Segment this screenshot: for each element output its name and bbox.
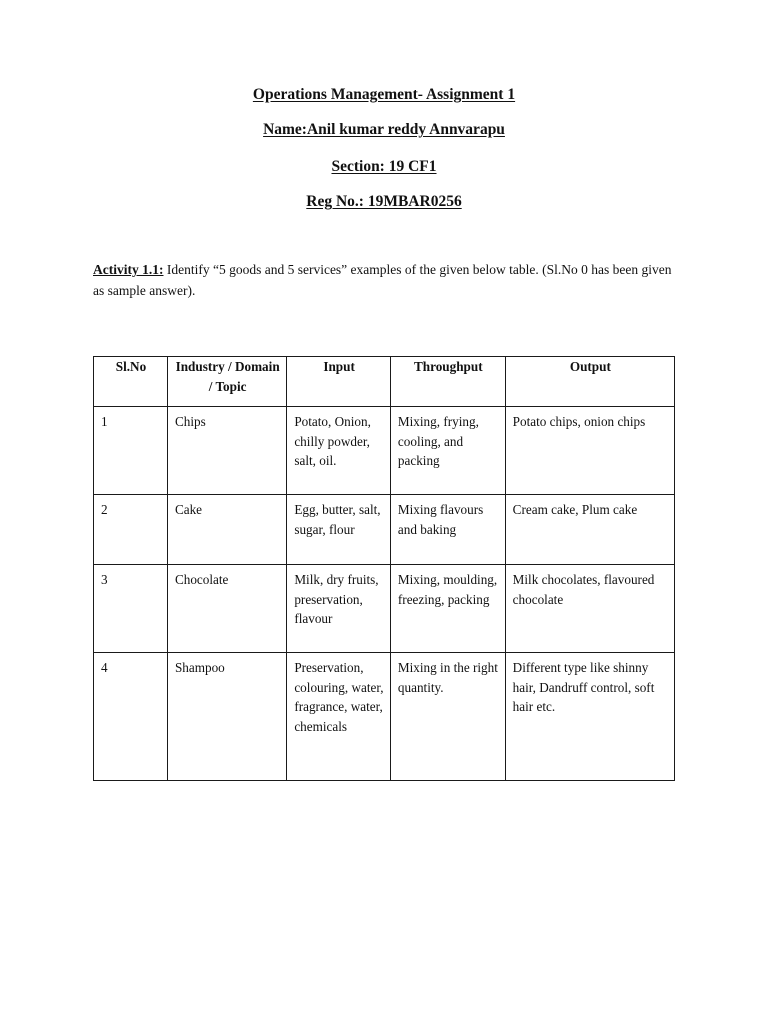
table-row	[94, 565, 675, 653]
header-throughput: Throughput	[390, 357, 505, 407]
cell-sl-no: 2	[94, 495, 168, 565]
registration-number: Reg No.: 19MBAR0256	[306, 193, 462, 210]
header-input: Input	[287, 357, 391, 407]
cell-input: Potato, Onion, chilly powder, salt, oil.	[287, 407, 391, 495]
cell-sl-no: 4	[94, 653, 168, 781]
cell-output: Cream cake, Plum cake	[505, 495, 674, 565]
cell-throughput: Mixing, frying, cooling, and packing	[390, 407, 505, 495]
cell-industry: Chocolate	[167, 565, 286, 653]
cell-input: Preservation, colouring, water, fragrance, water, chemicals	[287, 653, 391, 781]
cell-throughput: Mixing flavours and baking	[390, 495, 505, 565]
goods-services-table	[93, 356, 675, 781]
header-industry: Industry / Domain / Topic	[167, 357, 286, 407]
cell-industry: Shampoo	[167, 653, 286, 781]
activity-instructions	[93, 259, 683, 301]
student-name: Name:Anil kumar reddy Annvarapu	[263, 121, 505, 138]
cell-output: Potato chips, onion chips	[505, 407, 674, 495]
cell-input: Egg, butter, salt, sugar, flour	[287, 495, 391, 565]
table-header-row	[94, 357, 675, 407]
header-output: Output	[505, 357, 674, 407]
cell-input: Milk, dry fruits, preservation, flavour	[287, 565, 391, 653]
document-title: Operations Management- Assignment 1	[252, 86, 516, 103]
cell-sl-no: 1	[94, 407, 168, 495]
cell-throughput: Mixing, moulding, freezing, packing	[390, 565, 505, 653]
cell-industry: Chips	[167, 407, 286, 495]
cell-throughput: Mixing in the right quantity.	[390, 653, 505, 781]
cell-industry: Cake	[167, 495, 286, 565]
cell-output: Different type like shinny hair, Dandruff control, soft hair etc.	[505, 653, 674, 781]
activity-label: Activity 1.1:	[93, 262, 164, 277]
cell-output: Milk chocolates, flavoured chocolate	[505, 565, 674, 653]
section-label: Section: 19 CF1	[331, 158, 437, 175]
cell-sl-no: 3	[94, 565, 168, 653]
table-row	[94, 653, 675, 781]
table-row	[94, 407, 675, 495]
activity-text: Identify “5 goods and 5 services” examples of the given below table. (Sl.No 0 has been given as sample answer).	[93, 262, 672, 298]
table-row	[94, 495, 675, 565]
header-sl-no: Sl.No	[94, 357, 168, 407]
